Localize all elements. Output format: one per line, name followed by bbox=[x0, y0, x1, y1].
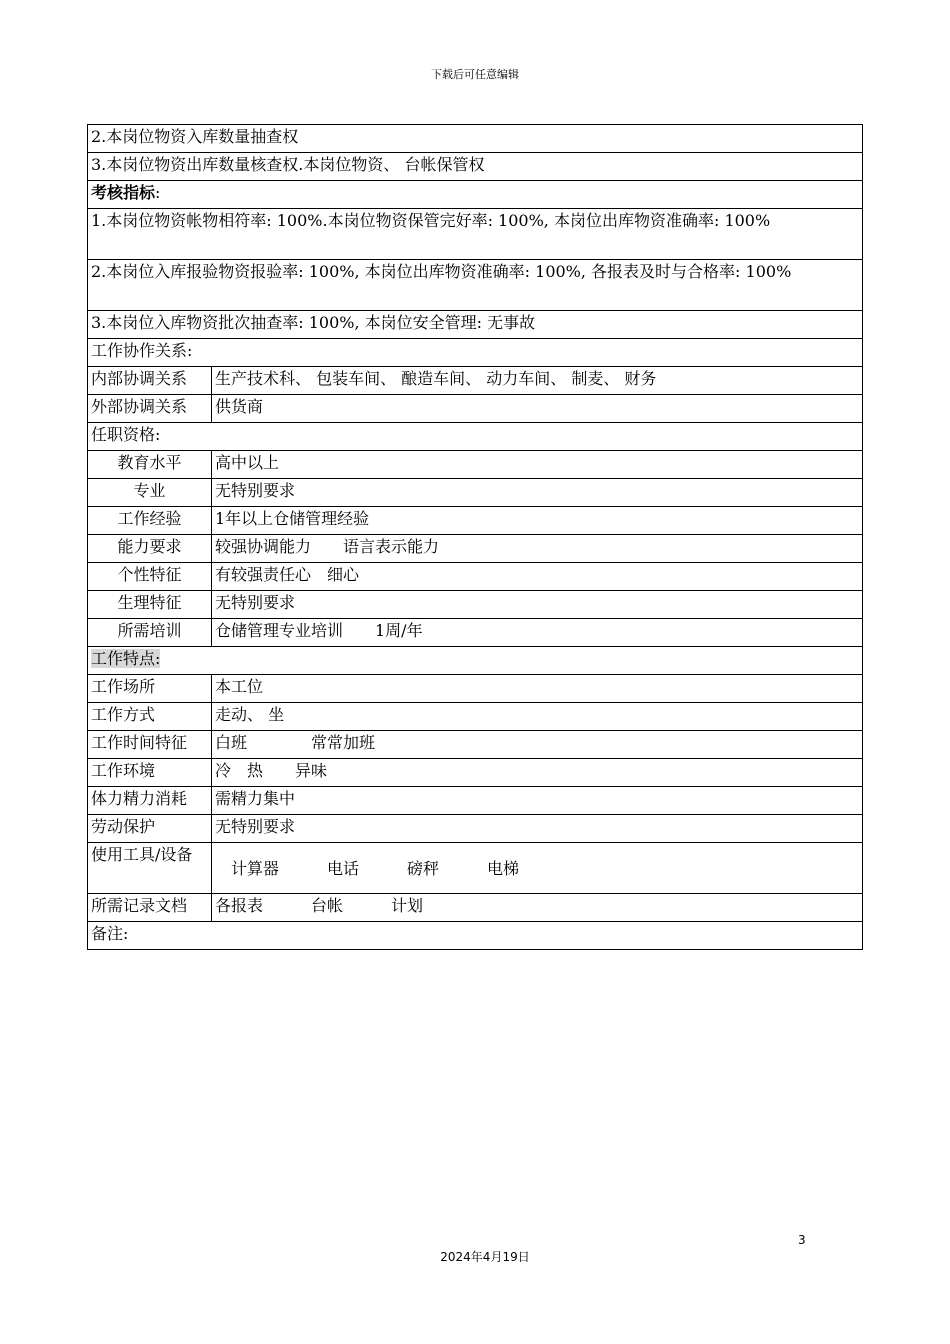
kpi-item-3: 3.本岗位入库物资批次抽查率: 100%, 本岗位安全管理: 无事故 bbox=[88, 311, 863, 339]
external-coordination-value: 供货商 bbox=[212, 395, 863, 423]
qualification-value: 高中以上 bbox=[212, 451, 863, 479]
feature-value: 走动、 坐 bbox=[212, 703, 863, 731]
qualification-value: 无特别要求 bbox=[212, 479, 863, 507]
feature-label: 体力精力消耗 bbox=[88, 787, 212, 815]
qualification-row bbox=[88, 535, 863, 563]
feature-label: 工作环境 bbox=[88, 759, 212, 787]
features-heading: 工作特点: bbox=[91, 649, 161, 668]
feature-row bbox=[88, 675, 863, 703]
qualification-label: 所需培训 bbox=[88, 619, 212, 647]
cooperation-heading: 工作协作关系: bbox=[88, 339, 863, 367]
features-heading-cell bbox=[88, 647, 863, 675]
qualification-row bbox=[88, 507, 863, 535]
feature-row bbox=[88, 703, 863, 731]
cooperation-heading-row bbox=[88, 339, 863, 367]
remarks: 备注: bbox=[88, 922, 863, 950]
qualification-label: 工作经验 bbox=[88, 507, 212, 535]
feature-value: 白班 常常加班 bbox=[212, 731, 863, 759]
qualification-value: 1年以上仓储管理经验 bbox=[212, 507, 863, 535]
qualification-label: 个性特征 bbox=[88, 563, 212, 591]
qualification-label: 生理特征 bbox=[88, 591, 212, 619]
kpi-row-1 bbox=[88, 209, 863, 260]
authority-item-2: 2.本岗位物资入库数量抽查权 bbox=[88, 125, 863, 153]
external-coordination-row bbox=[88, 395, 863, 423]
feature-row bbox=[88, 815, 863, 843]
external-coordination-label: 外部协调关系 bbox=[88, 395, 212, 423]
kpi-row-2 bbox=[88, 260, 863, 311]
internal-coordination-value: 生产技术科、 包装车间、 酿造车间、 动力车间、 制麦、 财务 bbox=[212, 367, 863, 395]
feature-value: 本工位 bbox=[212, 675, 863, 703]
qualification-label: 教育水平 bbox=[88, 451, 212, 479]
qualification-value: 仓储管理专业培训 1周/年 bbox=[212, 619, 863, 647]
page-number: 3 bbox=[798, 1233, 806, 1247]
internal-coordination-label: 内部协调关系 bbox=[88, 367, 212, 395]
feature-value: 冷 热 异味 bbox=[212, 759, 863, 787]
qualification-label: 能力要求 bbox=[88, 535, 212, 563]
kpi-heading-colon: : bbox=[155, 183, 161, 202]
kpi-item-1: 1.本岗位物资帐物相符率: 100%.本岗位物资保管完好率: 100%, 本岗位出库物资准确率: 100% bbox=[88, 209, 863, 260]
feature-value: 无特别要求 bbox=[212, 815, 863, 843]
kpi-heading-row bbox=[88, 181, 863, 209]
qualification-row bbox=[88, 479, 863, 507]
internal-coordination-row bbox=[88, 367, 863, 395]
kpi-item-2: 2.本岗位入库报验物资报验率: 100%, 本岗位出库物资准确率: 100%, 各报表及时与合格率: 100% bbox=[88, 260, 863, 311]
authority-item-3: 3.本岗位物资出库数量核查权.本岗位物资、 台帐保管权 bbox=[88, 153, 863, 181]
tools-row bbox=[88, 843, 863, 894]
feature-label: 工作时间特征 bbox=[88, 731, 212, 759]
qualification-value: 无特别要求 bbox=[212, 591, 863, 619]
qualification-value: 较强协调能力 语言表示能力 bbox=[212, 535, 863, 563]
feature-row bbox=[88, 759, 863, 787]
records-value: 各报表 台帐 计划 bbox=[212, 894, 863, 922]
job-description-table bbox=[87, 124, 863, 950]
remarks-row bbox=[88, 922, 863, 950]
qualification-value: 有较强责任心 细心 bbox=[212, 563, 863, 591]
qualifications-heading-row bbox=[88, 423, 863, 451]
authority-row-3 bbox=[88, 153, 863, 181]
feature-value: 需精力集中 bbox=[212, 787, 863, 815]
tools-value: 计算器 电话 磅秤 电梯 bbox=[212, 843, 863, 894]
kpi-heading-cell bbox=[88, 181, 863, 209]
feature-row bbox=[88, 731, 863, 759]
records-row bbox=[88, 894, 863, 922]
kpi-row-3 bbox=[88, 311, 863, 339]
qualification-row bbox=[88, 451, 863, 479]
qualification-label: 专业 bbox=[88, 479, 212, 507]
qualification-row bbox=[88, 619, 863, 647]
feature-label: 工作方式 bbox=[88, 703, 212, 731]
records-label: 所需记录文档 bbox=[88, 894, 212, 922]
tools-label: 使用工具/设备 bbox=[88, 843, 212, 894]
feature-label: 劳动保护 bbox=[88, 815, 212, 843]
authority-row-2 bbox=[88, 125, 863, 153]
features-heading-row bbox=[88, 647, 863, 675]
qualification-row bbox=[88, 591, 863, 619]
feature-label: 工作场所 bbox=[88, 675, 212, 703]
header-note: 下载后可任意编辑 bbox=[431, 68, 519, 81]
kpi-heading: 考核指标 bbox=[91, 183, 156, 202]
footer-date: 2024年4月19日 bbox=[440, 1250, 530, 1264]
feature-row bbox=[88, 787, 863, 815]
qualification-row bbox=[88, 563, 863, 591]
qualifications-heading: 任职资格: bbox=[88, 423, 863, 451]
